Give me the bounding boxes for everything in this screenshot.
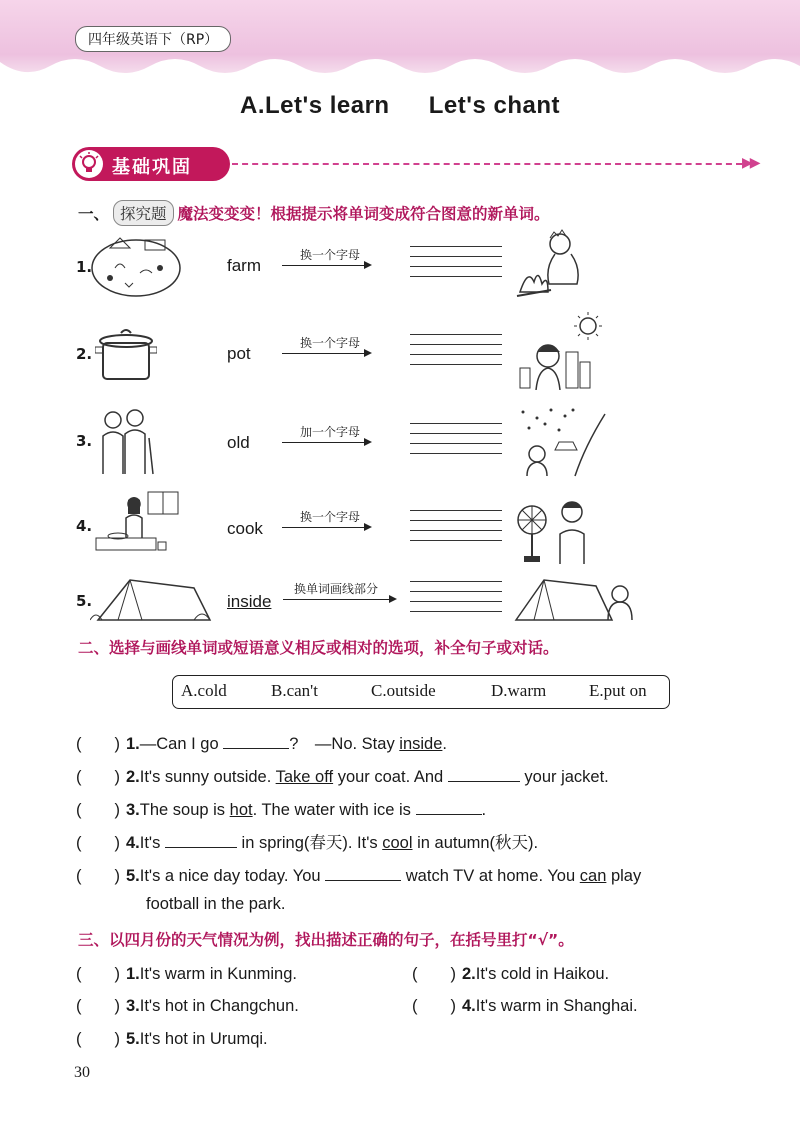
q1-word: old <box>227 433 250 452</box>
answer-paren[interactable]: ( ) <box>412 997 456 1015</box>
section-label: 基础巩固 <box>112 157 192 178</box>
farm-picture <box>90 228 182 300</box>
q2-sentence-4: ( ) 4.It's in spring(春天). It's cool in autumn(秋天). <box>76 829 538 853</box>
answer-lines <box>410 423 502 463</box>
arrow-icon <box>282 527 370 528</box>
q1-hint: 换单词画线部分 <box>293 582 378 596</box>
q3-item-1: ( ) 1.It's warm in Kunming. <box>76 960 297 984</box>
section-divider <box>232 163 742 165</box>
q1-word: inside <box>227 592 272 611</box>
answer-paren[interactable]: ( ) <box>412 965 456 983</box>
tent-bear-picture <box>512 574 636 622</box>
old-couple-picture <box>95 408 155 476</box>
answer-paren[interactable]: ( ) <box>76 801 120 819</box>
answer-blank[interactable] <box>416 813 482 815</box>
answer-paren[interactable]: ( ) <box>76 997 120 1015</box>
answer-paren[interactable]: ( ) <box>76 1030 120 1048</box>
answer-blank[interactable] <box>448 780 520 782</box>
q1-hint: 加一个字母 <box>299 425 360 439</box>
explore-badge: 探究题 <box>113 200 174 226</box>
answer-paren[interactable]: ( ) <box>76 768 120 786</box>
book-tag: 四年级英语下（RP） <box>75 26 231 52</box>
fan-cool-picture <box>510 486 600 566</box>
q1-word: farm <box>227 256 261 275</box>
pot-picture <box>95 325 157 385</box>
q1-item-number: 2. <box>76 345 93 363</box>
q1-word: pot <box>227 344 251 363</box>
answer-lines <box>410 581 502 621</box>
title-part-a: A.Let's learn <box>240 92 390 119</box>
q2-sentence-5-continued: football in the park. <box>146 895 286 913</box>
q2-sentence-2: ( ) 2.It's sunny outside. Take off your coat. And your jacket. <box>76 763 609 787</box>
answer-paren[interactable]: ( ) <box>76 965 120 983</box>
q3-heading-text: 三、以四月份的天气情况为例，找出描述正确的句子，在括号里打“√”。 <box>78 931 574 949</box>
answer-paren[interactable]: ( ) <box>76 735 120 753</box>
answer-paren[interactable]: ( ) <box>76 834 120 852</box>
q1-item-number: 1. <box>76 258 93 276</box>
q1-item-number: 3. <box>76 432 93 450</box>
cold-snow-picture <box>515 406 607 478</box>
section-badge <box>72 147 230 181</box>
answer-lines <box>410 334 502 374</box>
q3-item-2: ( ) 2.It's cold in Haikou. <box>412 960 609 984</box>
answer-blank[interactable] <box>325 879 401 881</box>
cooking-picture <box>92 490 184 560</box>
option-b: B.can't <box>271 681 318 700</box>
option-a: A.cold <box>181 681 227 700</box>
q2-sentence-1: ( ) 1.—Can I go ? —No. Stay inside. <box>76 730 447 754</box>
q1-hint: 换一个字母 <box>299 510 360 524</box>
q3-item-4: ( ) 4.It's warm in Shanghai. <box>412 992 638 1016</box>
title-part-b: Let's chant <box>428 92 560 119</box>
option-e: E.put on <box>589 681 647 700</box>
q3-item-3: ( ) 3.It's hot in Changchun. <box>76 992 299 1016</box>
page-number: 30 <box>74 1064 90 1081</box>
arrow-icon <box>282 442 370 443</box>
q1-item-number: 5. <box>76 592 93 610</box>
q3-heading <box>78 928 574 950</box>
q2-sentence-5: ( ) 5.It's a nice day today. You watch TV at home. You can play <box>76 862 641 886</box>
q1-word: cook <box>227 519 263 538</box>
q1-hint: 换一个字母 <box>299 336 360 350</box>
q2-heading-text: 二、选择与画线单词或短语意义相反或相对的选项，补全句子或对话。 <box>78 639 559 657</box>
q1-item-number: 4. <box>76 517 93 535</box>
arrow-icon <box>282 353 370 354</box>
q1-hint: 换一个字母 <box>299 248 360 262</box>
options-box <box>172 675 670 709</box>
option-d: D.warm <box>491 681 547 700</box>
answer-lines <box>410 510 502 550</box>
answer-paren[interactable]: ( ) <box>76 867 120 885</box>
arrow-icon <box>282 265 370 266</box>
q2-heading <box>78 636 559 658</box>
q1-index: 一、 <box>78 205 110 223</box>
lightbulb-icon <box>75 150 103 178</box>
hot-sun-picture <box>518 312 610 390</box>
answer-lines <box>410 246 502 286</box>
tent-picture <box>90 576 214 622</box>
q1-instruction: 魔法变变变！根据提示将单词变成符合图意的新单词。 <box>177 205 550 223</box>
banner-wave <box>0 52 800 82</box>
q2-sentence-3: ( ) 3.The soup is hot. The water with ice is . <box>76 796 486 820</box>
double-arrow-icon: ▶▶ <box>742 155 758 171</box>
q1-heading <box>78 200 550 226</box>
answer-blank[interactable] <box>165 846 237 848</box>
arrow-icon <box>283 599 395 600</box>
answer-blank[interactable] <box>223 747 289 749</box>
option-c: C.outside <box>371 681 436 700</box>
page-title <box>0 92 800 120</box>
q3-item-5: ( ) 5.It's hot in Urumqi. <box>76 1025 268 1049</box>
campfire-boy-picture <box>515 228 595 300</box>
